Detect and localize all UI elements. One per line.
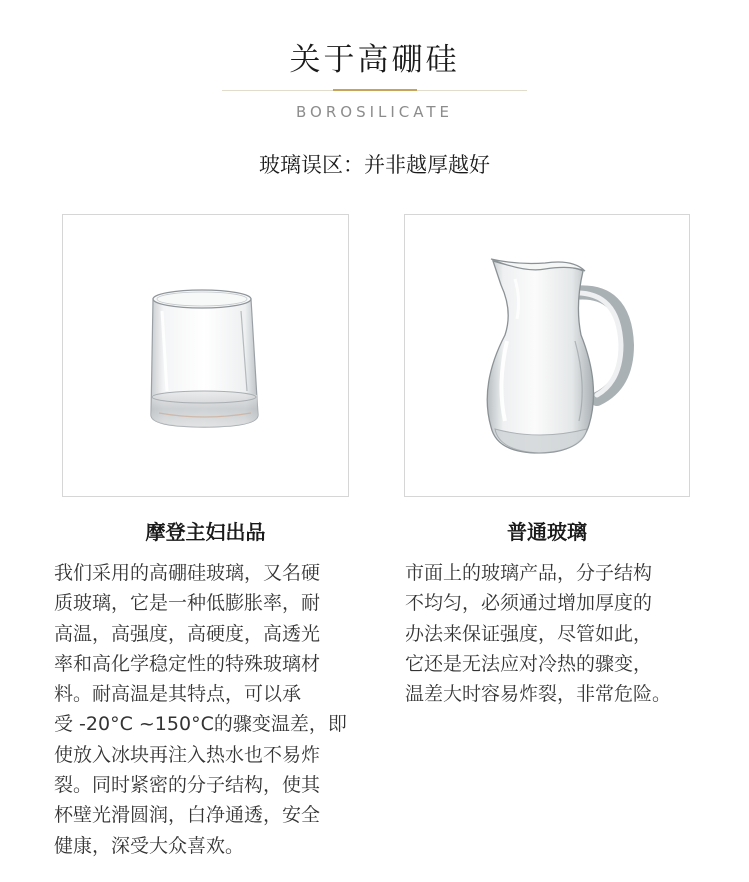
product-name-borosilicate: 摩登主妇出品 <box>145 520 266 544</box>
description-line: 我们采用的高硼硅玻璃，又名硬 <box>54 562 321 584</box>
description-line: 质玻璃，它是一种低膨胀率，耐 <box>54 592 321 615</box>
myth-heading: 玻璃误区：并非越厚越好 <box>259 153 490 177</box>
product-description-borosilicate <box>54 558 364 861</box>
description-line: 健康，深受大众喜欢。 <box>54 834 245 857</box>
title-divider-accent <box>333 89 417 91</box>
description-line: 办法来保证强度，尽管如此， <box>405 622 653 645</box>
description-line: 料。耐高温是其特点，可以承 <box>54 683 302 706</box>
product-image-panel-ordinary <box>404 214 690 497</box>
description-line: 不均匀，必须通过增加厚度的 <box>405 592 653 615</box>
description-line: 高温，高强度，高硬度，高透光 <box>54 622 321 645</box>
description-line: 使放入冰块再注入热水也不易炸 <box>54 743 321 766</box>
glass-pitcher-icon <box>405 215 691 498</box>
description-line: 裂。同时紧密的分子结构，使其 <box>54 774 321 797</box>
description-line: 市面上的玻璃产品，分子结构 <box>405 562 653 584</box>
page-title: 关于高硼硅 <box>289 42 460 78</box>
product-name-ordinary: 普通玻璃 <box>507 520 587 544</box>
page-subtitle-en: BOROSILICATE <box>296 103 453 121</box>
description-line: 受 -20°C ~150°C的骤变温差，即 <box>54 713 347 736</box>
product-image-panel-borosilicate <box>62 214 349 497</box>
product-description-ordinary <box>405 558 705 709</box>
description-line: 温差大时容易炸裂，非常危险。 <box>405 683 672 706</box>
tumbler-glass-icon <box>63 215 350 498</box>
description-line: 率和高化学稳定性的特殊玻璃材 <box>54 652 321 675</box>
description-line: 它还是无法应对冷热的骤变， <box>405 652 653 675</box>
description-line: 杯壁光滑圆润，白净通透，安全 <box>54 804 321 827</box>
